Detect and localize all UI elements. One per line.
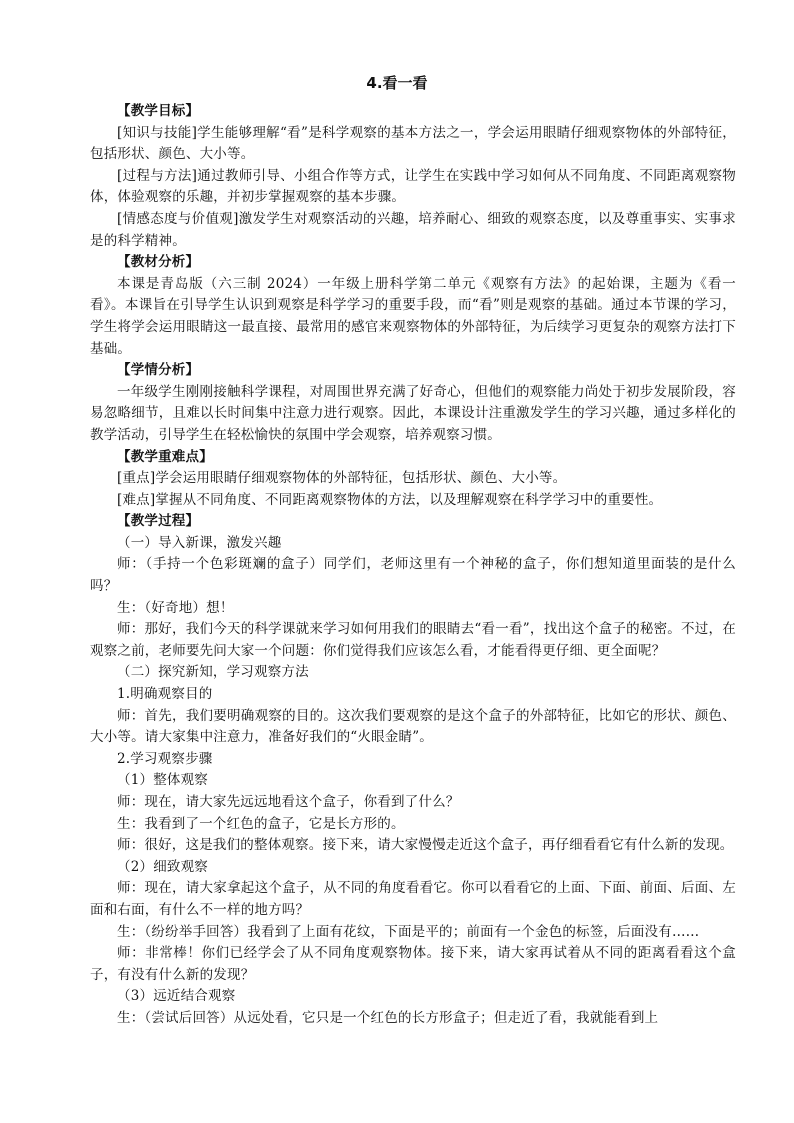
section-heading: 【教学重难点】: [117, 448, 213, 465]
paragraph: 师：（手持一个色彩斑斓的盒子）同学们，老师这里有一个神秘的盒子，你们想知道里面装的是什么吗？: [90, 556, 736, 595]
document-body: [90, 101, 736, 1030]
paragraph: 本课是青岛版（六三制 2024）一年级上册科学第二单元《观察有方法》的起始课，主题为《看一看》。本课旨在引导学生认识到观察是科学学习的重要手段，而“看”则是观察的基础。通过本节课的学习，学生将学会运用眼睛这一最直接、最常用的感官来观察物体的外部特征，为后续学习更复杂的观察方法打下基础。: [90, 275, 736, 357]
paragraph: （二）探究新知，学习观察方法: [117, 664, 309, 681]
paragraph: 生：（尝试后回答）从远处看，它只是一个红色的长方形盒子；但走近了看，我就能看到上: [117, 1009, 659, 1026]
paragraph: [重点]学会运用眼睛仔细观察物体的外部特征，包括形状、颜色、大小等。: [117, 470, 567, 487]
paragraph: [情感态度与价值观]激发学生对观察活动的兴趣，培养耐心、细致的观察态度，以及尊重事实、实事求是的科学精神。: [90, 210, 736, 249]
paragraph: [过程与方法]通过教师引导、小组合作等方式，让学生在实践中学习如何从不同角度、不同距离观察物体，体验观察的乐趣，并初步掌握观察的基本步骤。: [90, 167, 736, 206]
paragraph: （2）细致观察: [117, 858, 208, 875]
paragraph: 一年级学生刚刚接触科学课程，对周围世界充满了好奇心，但他们的观察能力尚处于初步发展阶段，容易忽略细节，且难以长时间集中注意力进行观察。因此，本课设计注重激发学生的学习兴趣，通过多样化的教学活动，引导学生在轻松愉快的氛围中学会观察，培养观察习惯。: [90, 383, 736, 443]
paragraph: 1.明确观察目的: [117, 686, 213, 703]
section-heading: 【教学过程】: [117, 513, 200, 530]
section-heading: 【教材分析】: [117, 254, 200, 271]
paragraph: 2.学习观察步骤: [117, 750, 213, 767]
paragraph: 师：很好，这是我们的整体观察。接下来，请大家慢慢走近这个盒子，再仔细看看它有什么新的发现。: [117, 837, 734, 854]
document-title: 4.看一看: [366, 74, 428, 92]
paragraph: 师：非常棒！你们已经学会了从不同角度观察物体。接下来，请大家再试着从不同的距离看看这个盒子，有没有什么新的发现？: [90, 945, 736, 983]
paragraph: （1）整体观察: [117, 772, 208, 789]
paragraph: （一）导入新课，激发兴趣: [117, 534, 282, 551]
paragraph: 生：（纷纷举手回答）我看到了上面有花纹，下面是平的；前面有一个金色的标签，后面没有……: [117, 923, 700, 940]
section-heading: 【教学目标】: [117, 103, 200, 119]
paragraph: 师：首先，我们要明确观察的目的。这次我们要观察的是这个盒子的外部特征，比如它的形状、颜色、大小等。请大家集中注意力，准备好我们的“火眼金睛”。: [90, 707, 736, 746]
paragraph: [难点]掌握从不同角度、不同距离观察物体的方法，以及理解观察在科学学习中的重要性。: [117, 491, 663, 508]
paragraph: [知识与技能]学生能够理解“看”是科学观察的基本方法之一，学会运用眼睛仔细观察物体的外部特征，包括形状、颜色、大小等。: [90, 124, 736, 163]
paragraph: 生：我看到了一个红色的盒子，它是长方形的。: [117, 815, 405, 832]
paragraph: （3）远近结合观察: [117, 988, 236, 1005]
paragraph: 生：（好奇地）想！: [117, 599, 234, 616]
section-heading: 【学情分析】: [117, 362, 200, 379]
paragraph: 师：现在，请大家先远远地看这个盒子，你看到了什么？: [117, 794, 460, 810]
paragraph: 师：现在，请大家拿起这个盒子，从不同的角度看看它。你可以看看它的上面、下面、前面、后面、左面和右面，有什么不一样的地方吗？: [90, 880, 736, 918]
paragraph: 师：那好，我们今天的科学课就来学习如何用我们的眼睛去“看一看”，找出这个盒子的秘密。不过，在观察之前，老师要先问大家一个问题：你们觉得我们应该怎么看，才能看得更仔细、更全面呢？: [90, 621, 736, 659]
